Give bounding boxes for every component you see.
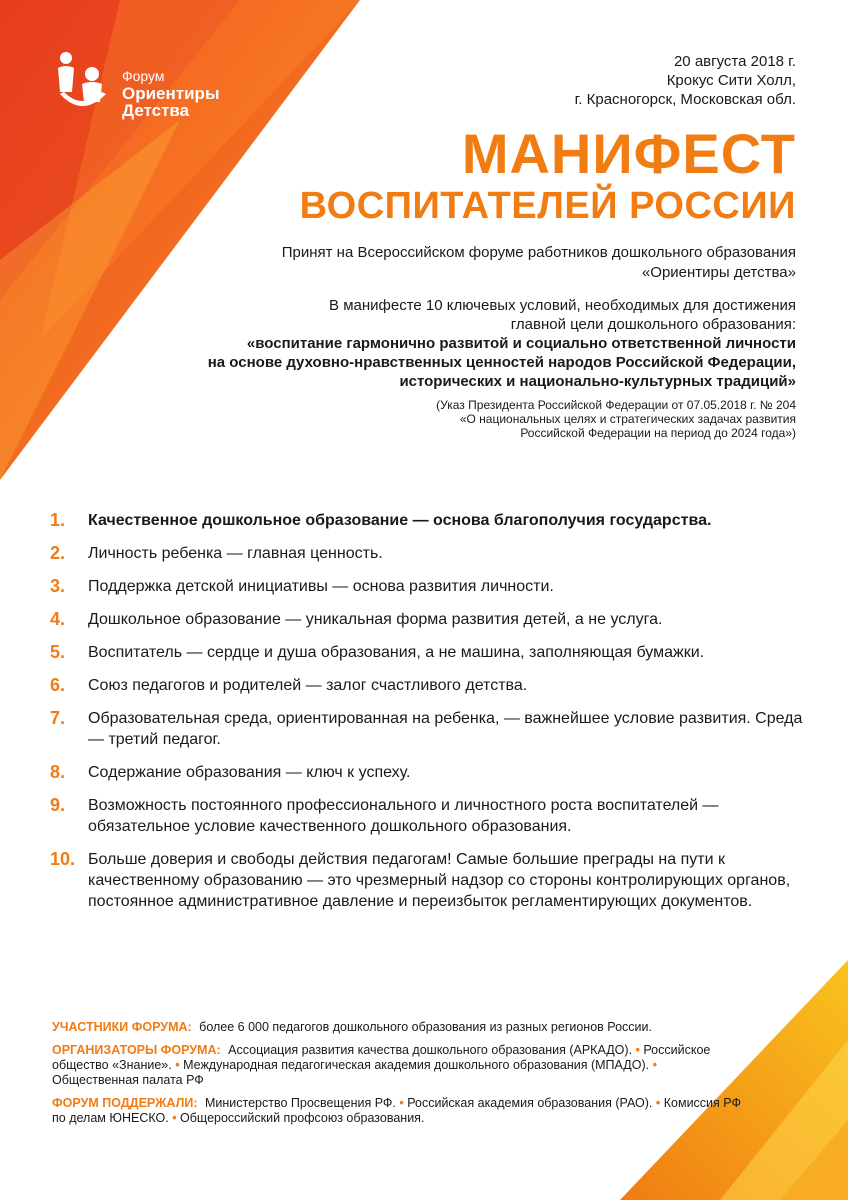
decree-reference	[196, 398, 796, 440]
point-text: Личность ребенка — главная ценность.	[88, 545, 383, 562]
point-number: 6.	[50, 675, 66, 695]
event-venue: Крокус Сити Холл,	[666, 72, 796, 89]
point-item	[50, 510, 810, 531]
point-text: Больше доверия и свободы действия педагогам! Самые большие преграды на пути к качественному образованию — это чрезмерный надзор со стороны контролирующих органов, постоянное административное давление и переизбыток регламентирующих документов.	[88, 851, 791, 910]
logo-line-3: Детства	[122, 101, 190, 120]
point-item	[50, 609, 810, 630]
title-line-1: МАНИФЕСТ	[461, 122, 796, 185]
organizers-label: ОРГАНИЗАТОРЫ ФОРУМА:	[52, 1043, 221, 1057]
point-item	[50, 576, 810, 597]
point-number: 2.	[50, 543, 66, 563]
point-number: 10.	[50, 849, 76, 869]
supporters-label: ФОРУМ ПОДДЕРЖАЛИ:	[52, 1096, 198, 1110]
bullet-dot-icon: •	[655, 1096, 664, 1110]
intro-quote-3: исторических и национально-культурных традиций»	[399, 373, 796, 390]
organizer-item: Ассоциация развития качества дошкольного образования (АРКАДО).	[228, 1043, 633, 1057]
intro-line-2: главной цели дошкольного образования:	[510, 316, 796, 333]
point-number: 7.	[50, 708, 66, 728]
decree-line-1: (Указ Президента Российской Федерации от 07.05.2018 г. № 204	[436, 398, 796, 412]
event-city: г. Красногорск, Московская обл.	[574, 91, 796, 108]
point-text: Качественное дошкольное образование — основа благополучия государства.	[88, 512, 712, 529]
point-item	[50, 675, 810, 696]
intro-paragraph	[96, 296, 796, 391]
logo-line-1: Форум	[122, 68, 165, 84]
point-number: 3.	[50, 576, 66, 596]
point-item	[50, 849, 810, 912]
title-line-2: ВОСПИТАТЕЛЕЙ РОССИИ	[299, 185, 796, 227]
point-text: Воспитатель — сердце и душа образования, а не машина, заполняющая бумажки.	[88, 644, 705, 661]
point-number: 5.	[50, 642, 66, 662]
bullet-dot-icon: •	[652, 1058, 657, 1072]
point-item	[50, 642, 810, 663]
point-item	[50, 795, 810, 837]
organizer-item: Российское общество «Знание».	[52, 1043, 711, 1072]
point-number: 4.	[50, 609, 66, 629]
point-text: Дошкольное образование — уникальная форма развития детей, а не услуга.	[88, 611, 663, 628]
point-item	[50, 543, 810, 564]
organizer-item: Общественная палата РФ	[52, 1073, 204, 1087]
bullet-dot-icon: •	[172, 1111, 181, 1125]
adopted-line-1: Принят на Всероссийском форуме работников дошкольного образования	[281, 244, 796, 261]
children-icon	[52, 48, 116, 120]
adopted-line-2: «Ориентиры детства»	[641, 264, 796, 281]
bullet-dot-icon: •	[635, 1043, 644, 1057]
point-item	[50, 708, 810, 750]
point-text: Союз педагогов и родителей — залог счастливого детства.	[88, 677, 528, 694]
bullet-dot-icon: •	[399, 1096, 408, 1110]
point-text: Возможность постоянного профессионального и личностного роста воспитателей — обязательное условие качественного дошкольного образования.	[88, 797, 719, 835]
intro-line-1: В манифесте 10 ключевых условий, необходимых для достижения	[329, 297, 796, 314]
page-title	[300, 124, 796, 228]
supporter-item: Министерство Просвещения РФ.	[204, 1096, 396, 1110]
participants-label: УЧАСТНИКИ ФОРУМА:	[52, 1020, 192, 1034]
decree-line-2: «О национальных целях и стратегических задачах развития	[459, 412, 796, 426]
event-date: 20 августа 2018 г.	[673, 53, 796, 70]
event-info	[575, 52, 796, 109]
participants-row	[52, 1020, 742, 1035]
organizer-item: Международная педагогическая академия дошкольного образования (МПАДО).	[183, 1058, 650, 1072]
bullet-dot-icon: •	[175, 1058, 184, 1072]
forum-logo	[52, 48, 232, 128]
logo-line-2: Ориентиры	[122, 84, 220, 103]
decree-line-3: Российской Федерации на период до 2024 года»)	[520, 426, 796, 440]
supporter-item: Общероссийский профсоюз образования.	[180, 1111, 425, 1125]
point-number: 8.	[50, 762, 66, 782]
intro-quote-2: на основе духовно-нравственных ценностей народов Российской Федерации,	[207, 354, 796, 371]
point-number: 1.	[50, 510, 66, 530]
point-text: Образовательная среда, ориентированная на ребенка, — важнейшее условие развития. Среда — третий педагог.	[88, 710, 803, 748]
participants-text: более 6 000 педагогов дошкольного образования из разных регионов России.	[199, 1020, 652, 1034]
supporters-row	[52, 1096, 742, 1126]
point-text: Содержание образования — ключ к успеху.	[88, 764, 411, 781]
point-number: 9.	[50, 795, 66, 815]
manifesto-points	[50, 510, 810, 912]
forum-footer	[52, 1020, 742, 1134]
adopted-note	[156, 243, 796, 283]
intro-quote-1: «воспитание гармонично развитой и социально ответственной личности	[246, 335, 796, 352]
point-item	[50, 762, 810, 783]
supporter-item: Комиссия РФ по делам ЮНЕСКО.	[52, 1096, 741, 1125]
organizers-row	[52, 1043, 742, 1088]
supporter-item: Российская академия образования (РАО).	[407, 1096, 653, 1110]
point-text: Поддержка детской инициативы — основа развития личности.	[88, 578, 554, 595]
